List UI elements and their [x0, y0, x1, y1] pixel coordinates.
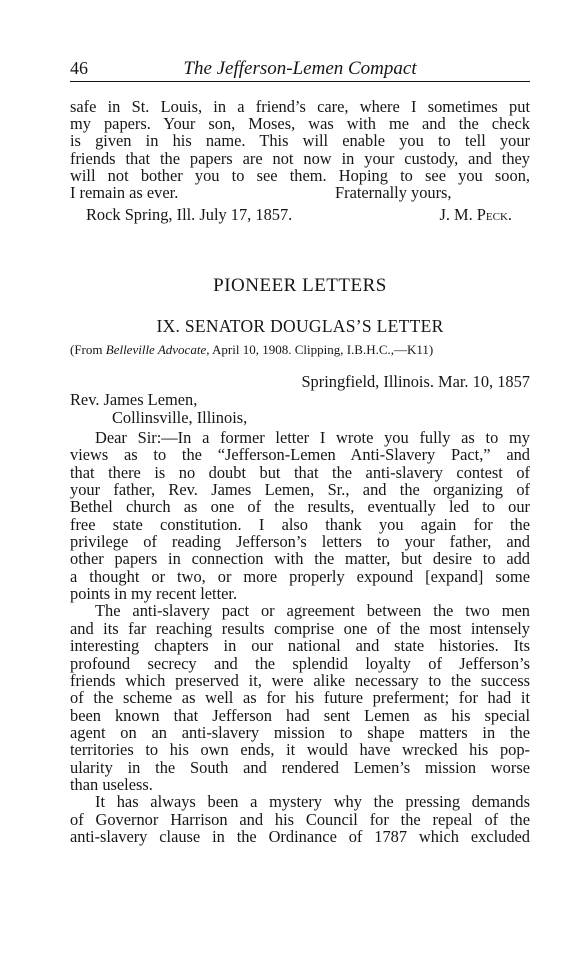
dateline: Springfield, Illinois. Mar. 10, 1857 [301, 372, 530, 391]
source-publication: Belleville Advocate, [105, 342, 210, 357]
header-rule [70, 81, 530, 82]
text-line: privilege of reading Jefferson’s letters to your father, and [70, 532, 530, 551]
text-line: free state constitution. I also thank you again for the [70, 515, 530, 534]
signature-row [86, 205, 530, 223]
text-line: It has always been a mystery why the pressing demands [95, 792, 530, 811]
source-prefix: (From [70, 342, 106, 357]
text-line: territories to his own ends, it would have wrecked his pop- [70, 740, 530, 759]
text-line: friends that the papers are not now in your custody, and they [70, 149, 530, 168]
text-line: that there is no doubt but that the anti-slavery contest of [70, 463, 530, 482]
text-line: and its far reaching results comprise one of the most intensely [70, 619, 530, 638]
running-head [70, 58, 530, 80]
text-line: than useless. [70, 775, 153, 794]
text-line: safe in St. Louis, in a friend’s care, where I sometimes put [70, 97, 530, 116]
source-details: April 10, 1908. Clipping, I.B.H.C.,—K11) [209, 342, 434, 357]
text-line: anti-slavery clause in the Ordinance of 1787 which excluded [70, 827, 530, 846]
text-line: my papers. Your son, Moses, was with me and the check [70, 114, 530, 133]
text-line: Dear Sir:—In a former letter I wrote you fully as to my [95, 428, 530, 447]
signature: J. M. Peck. [439, 205, 512, 224]
closing-salutation: Fraternally yours, [335, 183, 452, 202]
text-line: Bethel church as one of the results, eventually led to our [70, 497, 530, 516]
text-line: your father, Rev. James Lemen, Sr., and the organizing of [70, 480, 530, 499]
source-citation [70, 342, 530, 358]
addressee-place: Collinsville, Illinois, [112, 408, 248, 427]
section-title: PIONEER LETTERS [213, 275, 387, 296]
place-date: Rock Spring, Ill. July 17, 1857. [86, 205, 293, 224]
text-line: ularity in the South and rendered Lemen’s mission worse [70, 758, 530, 777]
text-line: will not bother you to see them. Hoping to see you soon, [70, 166, 530, 185]
text-line: I remain as ever. [70, 183, 179, 202]
page-number: 46 [70, 58, 88, 78]
text-line: views as to the “Jefferson-Lemen Anti-Slavery Pact,” and [70, 445, 530, 464]
text-line: profound secrecy and the splendid loyalty of Jefferson’s [70, 654, 530, 673]
text-line: of Governor Harrison and his Council for the repeal of the [70, 810, 530, 829]
text-line: been known that Jefferson had sent Lemen as his special [70, 706, 530, 725]
text-line: agent on an anti-slavery mission to shape matters in the [70, 723, 530, 742]
letter-title: IX. SENATOR DOUGLAS’S LETTER [156, 316, 444, 336]
text-line: of the scheme as well as for his future preferment; for had it [70, 688, 530, 707]
text-line: other papers in connection with the matter, but desire to add [70, 549, 530, 568]
running-head-title: The Jefferson-Lemen Compact [183, 58, 417, 79]
text-line: points in my recent letter. [70, 584, 238, 603]
text-line: interesting chapters in our national and state histories. Its [70, 636, 530, 655]
text-line: is given in his name. This will enable you to tell your [70, 131, 530, 150]
text-line: The anti-slavery pact or agreement between the two men [95, 601, 530, 620]
text-line: a thought or two, or more properly expound [expand] some [70, 567, 530, 586]
text-line: friends which preserved it, were alike necessary to the success [70, 671, 530, 690]
addressee-name: Rev. James Lemen, [70, 390, 198, 409]
